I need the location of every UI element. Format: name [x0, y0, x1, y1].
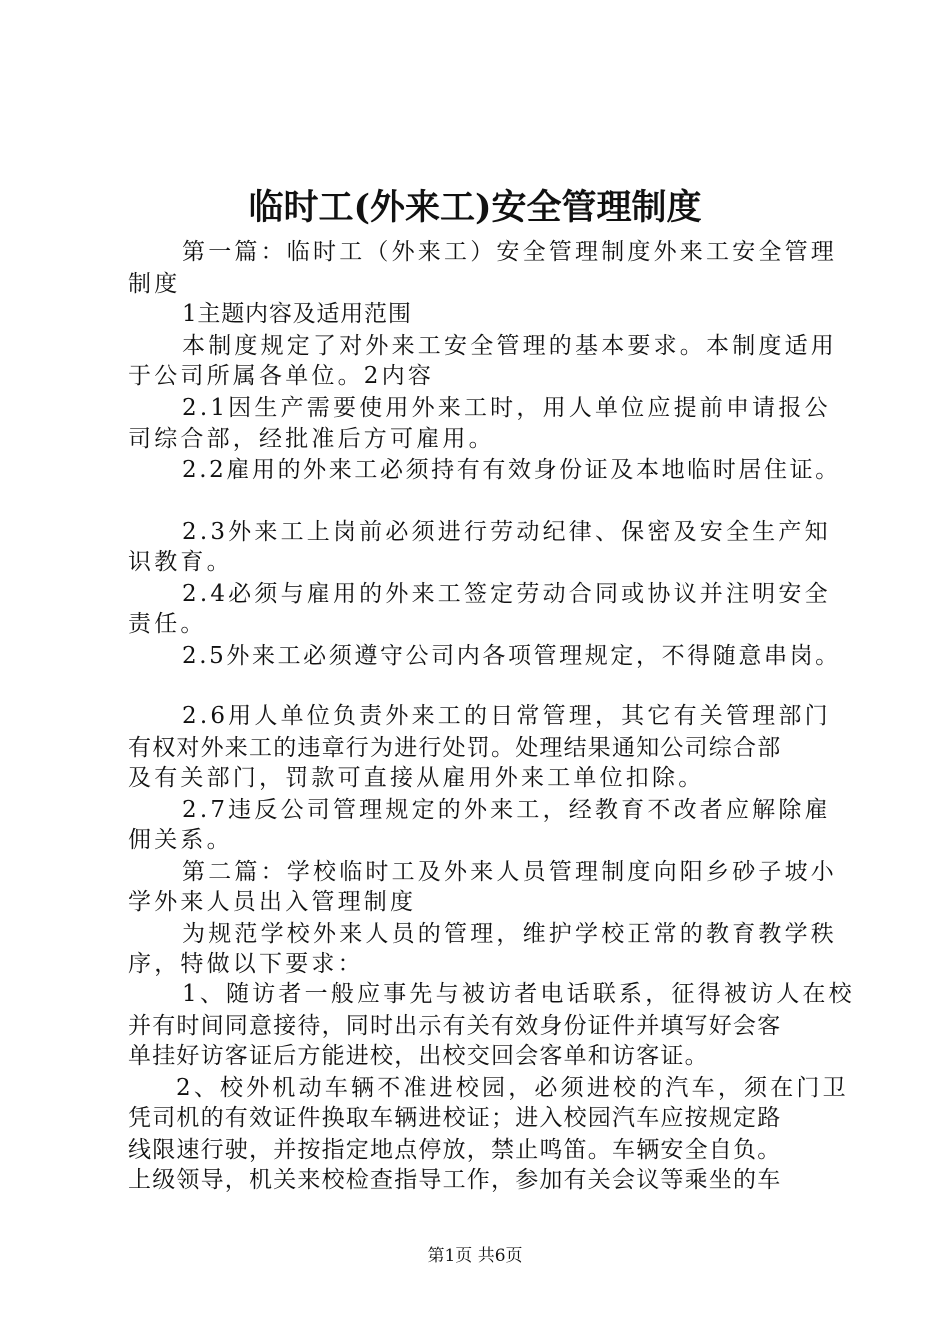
text-line: 2、校外机动车辆不准进校园，必须进校的汽车，须在门卫 — [176, 1075, 849, 1101]
text-line: 2.4必须与雇用的外来工签定劳动合同或协议并注明安全 — [182, 581, 831, 607]
text-line: 2.1因生产需要使用外来工时，用人单位应提前申请报公 — [182, 395, 831, 421]
text-line: 单挂好访客证后方能进校，出校交回会客单和访客证。 — [128, 1043, 709, 1069]
text-line: 并有时间同意接待，同时出示有关有效身份证件并填写好会客 — [128, 1013, 782, 1039]
text-line: 2.5外来工必须遵守公司内各项管理规定，不得随意串岗。 — [182, 643, 841, 669]
text-line: 制度 — [128, 271, 181, 297]
text-line: 凭司机的有效证件换取车辆进校证；进入校园汽车应按规定路 — [128, 1105, 782, 1131]
text-line: 本制度规定了对外来工安全管理的基本要求。本制度适用 — [182, 333, 837, 359]
text-line: 序，特做以下要求： — [128, 951, 364, 977]
text-line: 线限速行驶，并按指定地点停放，禁止鸣笛。车辆安全自负。 — [128, 1137, 782, 1163]
document-title: 临时工(外来工)安全管理制度 — [248, 187, 702, 228]
text-line: 2.7违反公司管理规定的外来工，经教育不改者应解除雇 — [182, 797, 831, 823]
text-line: 1主题内容及适用范围 — [182, 301, 412, 327]
text-line: 司综合部，经批准后方可雇用。 — [128, 426, 495, 452]
text-line: 2.6用人单位负责外来工的日常管理，其它有关管理部门 — [182, 703, 831, 729]
text-line: 第二篇：学校临时工及外来人员管理制度向阳乡砂子坡小 — [182, 859, 837, 885]
page-number: 第1页 共6页 — [427, 1246, 523, 1266]
text-line: 识教育。 — [128, 549, 233, 575]
text-line: 学外来人员出入管理制度 — [128, 889, 417, 915]
text-line: 有权对外来工的违章行为进行处罚。处理结果通知公司综合部 — [128, 735, 782, 761]
text-line: 及有关部门，罚款可直接从雇用外来工单位扣除。 — [128, 765, 705, 791]
text-line: 佣关系。 — [128, 827, 233, 853]
text-line: 为规范学校外来人员的管理，维护学校正常的教育教学秩 — [182, 921, 837, 947]
text-line: 2.2雇用的外来工必须持有有效身份证及本地临时居住证。 — [182, 457, 841, 483]
text-line: 责任。 — [128, 611, 207, 637]
text-line: 2.3外来工上岗前必须进行劳动纪律、保密及安全生产知 — [182, 519, 831, 545]
text-line: 1、随访者一般应事先与被访者电话联系，征得被访人在校 — [182, 981, 855, 1007]
text-line: 上级领导，机关来校检查指导工作，参加有关会议等乘坐的车 — [128, 1167, 782, 1193]
text-line: 第一篇：临时工（外来工）安全管理制度外来工安全管理 — [182, 239, 837, 265]
text-line: 于公司所属各单位。2内容 — [128, 363, 435, 389]
